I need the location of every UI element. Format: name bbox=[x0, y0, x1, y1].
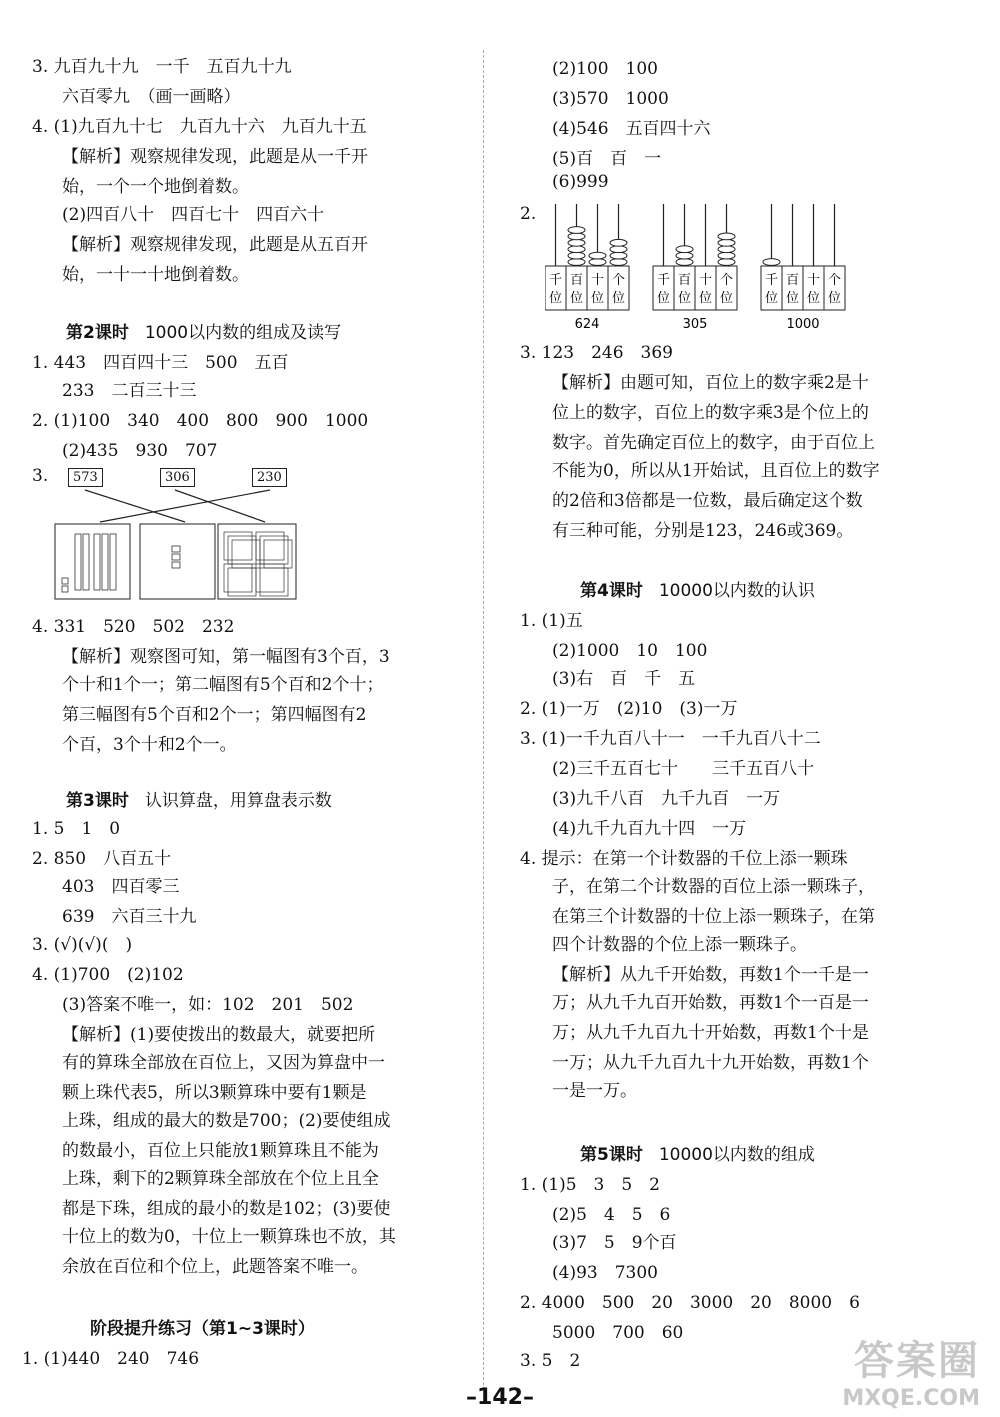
counter-bead bbox=[568, 246, 585, 253]
answer-line: 1. (1)五 bbox=[520, 611, 583, 631]
answer-line: 2. 4000 500 20 3000 20 8000 6 bbox=[520, 1293, 860, 1313]
place-label: 位 bbox=[806, 291, 821, 306]
lesson-number: 第5课时 bbox=[580, 1145, 643, 1165]
watermark-text: 答案圈 bbox=[854, 1338, 980, 1384]
blocks-picture bbox=[140, 524, 215, 599]
section-heading bbox=[580, 1140, 815, 1165]
answer-line: 2. (1)100 340 400 800 900 1000 bbox=[32, 411, 369, 431]
answer-line: 四个计数器的个位上添一颗珠子。 bbox=[552, 935, 807, 955]
counter-value: 305 bbox=[682, 317, 708, 332]
answer-line: (3)7 5 9个百 bbox=[552, 1233, 677, 1253]
section-heading bbox=[580, 576, 815, 601]
column-divider bbox=[483, 50, 484, 1390]
answer-line: 2. bbox=[520, 204, 537, 224]
section-heading bbox=[66, 318, 341, 343]
answer-line: 233 二百三十三 bbox=[62, 381, 197, 401]
counter-bead bbox=[718, 233, 735, 240]
counter-bead bbox=[763, 259, 780, 266]
answer-line: (6)999 bbox=[552, 172, 609, 192]
analysis-line: 【解析】观察规律发现，此题是从一千开 bbox=[62, 147, 368, 167]
answer-line: 六百零九 （画一画略） bbox=[62, 87, 241, 107]
page-number: –142– bbox=[466, 1385, 534, 1410]
analysis-line: 上珠，组成的最大的数是700；(2)要使组成 bbox=[62, 1111, 391, 1131]
place-label: 位 bbox=[590, 291, 605, 306]
answer-line: (2)1000 10 100 bbox=[552, 641, 708, 661]
place-label: 百 bbox=[569, 273, 584, 288]
answer-line: 3. (1)一千九百八十一 一千九百八十二 bbox=[520, 729, 821, 749]
lesson-title: 阶段提升练习（第1~3课时） bbox=[90, 1319, 315, 1339]
section-heading bbox=[66, 786, 332, 811]
place-label: 位 bbox=[698, 291, 713, 306]
place-label: 千 bbox=[764, 273, 779, 288]
place-label: 位 bbox=[548, 291, 563, 306]
place-label: 位 bbox=[719, 291, 734, 306]
counting-frame bbox=[653, 204, 737, 332]
lesson-title: 认识算盘，用算盘表示数 bbox=[144, 791, 332, 811]
counter-bead bbox=[589, 252, 606, 259]
watermark-logo bbox=[842, 1329, 980, 1411]
counter-bead bbox=[568, 259, 585, 266]
analysis-line: 余放在百位和个位上，此题答案不唯一。 bbox=[62, 1257, 368, 1277]
analysis-line: 万；从九千九百开始数，再数1个一百是一 bbox=[552, 993, 869, 1013]
place-label: 个 bbox=[719, 273, 734, 288]
number-box: 306 bbox=[160, 468, 195, 487]
lesson-title: 1000以内数的组成及读写 bbox=[144, 323, 342, 343]
answer-line: 1. 5 1 0 bbox=[32, 819, 121, 839]
counter-bead bbox=[676, 259, 693, 266]
place-label: 十 bbox=[698, 273, 713, 288]
analysis-line: 始，一个一个地倒着数。 bbox=[62, 177, 249, 197]
answer-line: 639 六百三十九 bbox=[62, 907, 197, 927]
place-label: 百 bbox=[677, 273, 692, 288]
answer-line: (4)九千九百九十四 一万 bbox=[552, 819, 747, 839]
answer-line: 3. 九百九十九 一千 五百九十九 bbox=[32, 57, 292, 77]
analysis-line: 不能为0，所以从1开始试，且百位上的数字 bbox=[552, 461, 880, 481]
answer-line: (5)百 百 一 bbox=[552, 149, 662, 169]
lesson-number: 第2课时 bbox=[66, 323, 129, 343]
counter-bead bbox=[718, 252, 735, 259]
place-label: 位 bbox=[827, 291, 842, 306]
watermark-url: MXQE.COM bbox=[842, 1386, 980, 1411]
section-heading bbox=[90, 1314, 315, 1339]
answer-line: (3)570 1000 bbox=[552, 89, 669, 109]
place-label: 位 bbox=[677, 291, 692, 306]
place-label: 千 bbox=[548, 273, 563, 288]
place-label: 位 bbox=[611, 291, 626, 306]
counter-bead bbox=[610, 259, 627, 266]
answer-line: 3. 123 246 369 bbox=[520, 343, 673, 363]
answer-line: (4)93 7300 bbox=[552, 1263, 658, 1283]
analysis-line: 位上的数字，百位上的数字乘3是个位上的 bbox=[552, 403, 869, 423]
answer-line: 4. (1)九百九十七 九百九十六 九百九十五 bbox=[32, 117, 367, 137]
answer-line: 5000 700 60 bbox=[552, 1323, 684, 1343]
analysis-line: 的2倍和3倍都是一位数，最后确定这个数 bbox=[552, 491, 863, 511]
answer-line: 3. (√)(√)( ) bbox=[32, 935, 133, 955]
answer-line: 403 四百零三 bbox=[62, 877, 180, 897]
analysis-line: 一万；从九千九百九十九开始数，再数1个 bbox=[552, 1053, 869, 1073]
answer-line: (2)435 930 707 bbox=[62, 441, 218, 461]
counter-bead bbox=[610, 246, 627, 253]
analysis-line: 一是一万。 bbox=[552, 1081, 637, 1101]
analysis-line: 有三种可能，分别是123，246或369。 bbox=[552, 521, 854, 541]
place-label: 千 bbox=[656, 273, 671, 288]
lesson-title: 10000以内数的组成 bbox=[658, 1145, 815, 1165]
answer-line: (2)100 100 bbox=[552, 59, 658, 79]
analysis-line: 个百，3个十和2个一。 bbox=[62, 735, 237, 755]
answer-line: (3)答案不唯一，如：102 201 502 bbox=[62, 995, 354, 1015]
analysis-line: 【解析】由题可知，百位上的数字乘2是十 bbox=[552, 373, 869, 393]
counter-value: 1000 bbox=[786, 317, 820, 332]
place-label: 个 bbox=[827, 273, 842, 288]
analysis-line: 【解析】从九千开始数，再数1个一千是一 bbox=[552, 965, 869, 985]
counter-bead bbox=[610, 239, 627, 246]
analysis-line: 数字。首先确定百位上的数字，由于百位上 bbox=[552, 433, 875, 453]
analysis-line: 十位上的数为0，十位上一颗算珠也不放，其 bbox=[62, 1227, 396, 1247]
place-label: 十 bbox=[806, 273, 821, 288]
number-box: 573 bbox=[68, 468, 103, 487]
lesson-title: 10000以内数的认识 bbox=[658, 581, 815, 601]
answer-line: (2)5 4 5 6 bbox=[552, 1205, 671, 1225]
place-label: 百 bbox=[785, 273, 800, 288]
answer-line: (4)546 五百四十六 bbox=[552, 119, 711, 139]
analysis-line: 都是下珠，组成的最小的数是102；(3)要使 bbox=[62, 1199, 391, 1219]
answer-line: (2)三千五百七十 三千五百八十 bbox=[552, 759, 815, 779]
counter-bead bbox=[676, 246, 693, 253]
counter-bead bbox=[568, 239, 585, 246]
answer-line: 1. (1)5 3 5 2 bbox=[520, 1175, 660, 1195]
counter-bead bbox=[568, 233, 585, 240]
counter-bead bbox=[676, 252, 693, 259]
answer-line: 2. (1)一万 (2)10 (3)一万 bbox=[520, 699, 738, 719]
place-label: 十 bbox=[590, 273, 605, 288]
analysis-line: 【解析】观察图可知，第一幅图有3个百，3 bbox=[62, 647, 390, 667]
answer-line: 4. 331 520 502 232 bbox=[32, 617, 235, 637]
answer-line: 2. 850 八百五十 bbox=[32, 849, 172, 869]
answer-line: (3)九千八百 九千九百 一万 bbox=[552, 789, 781, 809]
answer-line: 3. 5 2 bbox=[520, 1351, 581, 1371]
place-label: 位 bbox=[764, 291, 779, 306]
place-label: 位 bbox=[569, 291, 584, 306]
counter-value: 624 bbox=[574, 317, 600, 332]
analysis-line: 万；从九千九百九十开始数，再数1个十是 bbox=[552, 1023, 869, 1043]
number-box: 230 bbox=[252, 468, 287, 487]
matching-diagram bbox=[50, 488, 300, 603]
analysis-line: 有的算珠全部放在百位上，又因为算盘中一 bbox=[62, 1053, 385, 1073]
lesson-number: 第4课时 bbox=[580, 581, 643, 601]
analysis-line: 【解析】(1)要使拨出的数最大，就要把所 bbox=[62, 1025, 376, 1045]
answer-line: (3)右 百 千 五 bbox=[552, 669, 696, 689]
answer-line: 3. bbox=[32, 466, 49, 486]
counter-bead bbox=[589, 259, 606, 266]
answer-line: 4. 提示：在第一个计数器的千位上添一颗珠 bbox=[520, 849, 848, 869]
place-label: 个 bbox=[611, 273, 626, 288]
lesson-number: 第3课时 bbox=[66, 791, 129, 811]
place-label: 位 bbox=[656, 291, 671, 306]
answer-line: (2)四百八十 四百七十 四百六十 bbox=[62, 205, 325, 225]
analysis-line: 始，一十一十地倒着数。 bbox=[62, 265, 249, 285]
counting-frame bbox=[545, 204, 629, 332]
analysis-line: 个十和1个一；第二幅图有5个百和2个十； bbox=[62, 675, 384, 695]
answer-line: 在第三个计数器的十位上添一颗珠子，在第 bbox=[552, 907, 875, 927]
answer-line: 1. (1)440 240 746 bbox=[22, 1349, 200, 1369]
answer-line: 1. 443 四百四十三 500 五百 bbox=[32, 353, 289, 373]
counter-bead bbox=[718, 259, 735, 266]
counting-frame bbox=[761, 204, 845, 332]
analysis-line: 上珠，剩下的2颗算珠全部放在个位上且全 bbox=[62, 1169, 379, 1189]
counter-bead bbox=[610, 252, 627, 259]
answer-line: 4. (1)700 (2)102 bbox=[32, 965, 184, 985]
counter-bead bbox=[718, 239, 735, 246]
place-label: 位 bbox=[785, 291, 800, 306]
match-line bbox=[100, 490, 270, 522]
counter-bead bbox=[718, 246, 735, 253]
match-line bbox=[175, 490, 265, 522]
counter-bead bbox=[568, 252, 585, 259]
counter-bead bbox=[568, 227, 585, 234]
counting-frames bbox=[545, 200, 855, 332]
analysis-line: 第三幅图有5个百和2个一；第四幅图有2 bbox=[62, 705, 367, 725]
match-line bbox=[85, 490, 185, 522]
analysis-line: 的数最小，百位上只能放1颗算珠且不能为 bbox=[62, 1141, 379, 1161]
analysis-line: 【解析】观察规律发现，此题是从五百开 bbox=[62, 235, 368, 255]
analysis-line: 颗上珠代表5，所以3颗算珠中要有1颗是 bbox=[62, 1083, 367, 1103]
answer-line: 子，在第二个计数器的百位上添一颗珠子， bbox=[552, 877, 875, 897]
